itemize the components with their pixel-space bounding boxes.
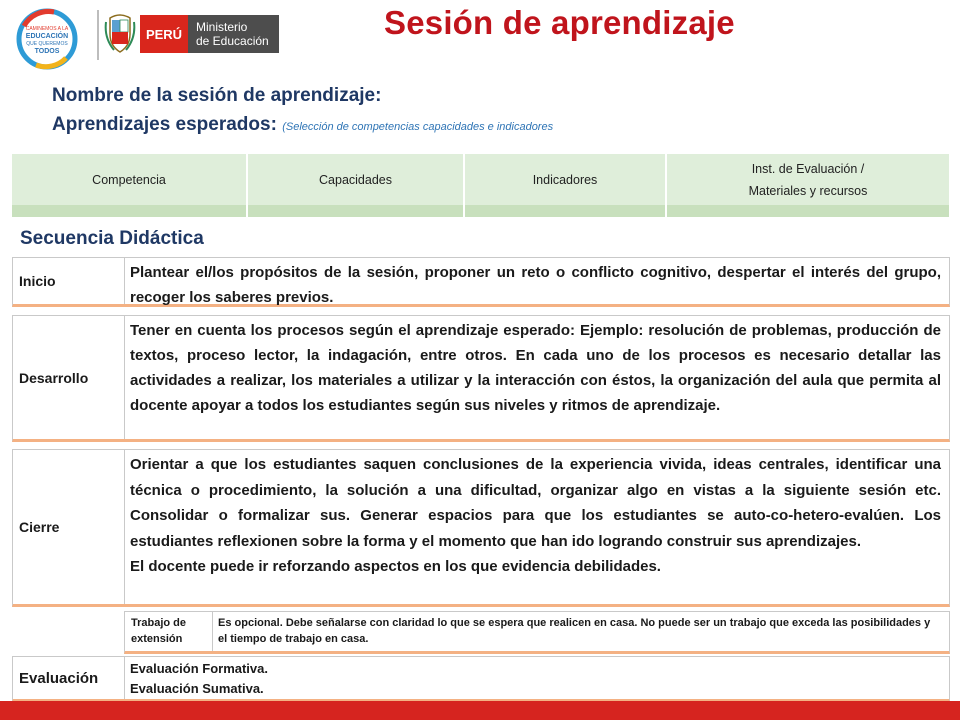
header-evaluacion-line-2: Materiales y recursos (748, 183, 868, 198)
logo-line-2: EDUCACIÓN (25, 33, 69, 40)
cierre-label: Cierre (13, 450, 125, 604)
header-capacidades: Capacidades (247, 154, 464, 205)
sequence-evaluacion (12, 656, 950, 702)
sequence-extension (124, 611, 950, 654)
extension-text: Es opcional. Debe señalarse con claridad lo que se espera que realicen en casa. No puede ser un trabajo que exceda las posibilidades y el tiempo de trabajo en casa. (218, 617, 931, 645)
cierre-text: Orientar a que los estudiantes saquen conclusiones de la experiencia vivida, ideas centrales, identificar una técnica o procedimiento, la solución a una dificultad, organizar algo en vistas a la siguiente sesión etc. Consolidar o formalizar sus. Generar espacios para que los estudiantes se auto-co-hetero-evalúen. Los estudiantes reflexionen sobre la forma y el momento que han ido logrando construir sus aprendizajes. (130, 456, 941, 550)
competence-table-row (12, 205, 950, 217)
inicio-text: Plantear el/los propósitos de la sesión, proponer un reto o conflicto cognitivo, despertar el interés del grupo, recoger los saberes previos. (130, 264, 941, 306)
page-title: Sesión de aprendizaje (384, 4, 735, 41)
cierre-text-2: El docente puede ir reforzando aspectos en los que evidencia debilidades. (130, 558, 661, 575)
header-indicadores: Indicadores (464, 154, 666, 205)
header-competencia: Competencia (12, 154, 247, 205)
sequence-title: Secuencia Didáctica (20, 228, 204, 249)
cierre-text-block (130, 452, 941, 580)
extension-label: Trabajo de extensión (125, 612, 213, 651)
national-shield-icon (104, 12, 136, 54)
header-divider (97, 10, 99, 60)
capacity-cell (247, 205, 464, 217)
evaluacion-line-1: Evaluación Formativa. (130, 661, 268, 676)
evaluacion-label: Evaluación (13, 657, 125, 699)
evaluation-cell (666, 205, 950, 217)
peru-label: PERÚ (140, 15, 188, 53)
session-name-label: Nombre de la sesión de aprendizaje: (52, 85, 382, 106)
competence-table-header (12, 154, 950, 205)
ministry-line-1: Ministerio (196, 20, 248, 34)
expected-learning-hint: (Selección de competencias capacidades e indicadores (282, 121, 554, 133)
desarrollo-text: Tener en cuenta los procesos según el aprendizaje esperado: Ejemplo: resolución de problemas, producción de textos, proceso lector, la indagación, entre otros. En cada uno de los procesos es necesario detallar las actividades a realizar, los materiales a utilizar y la interacción con éstos, la organización del aula que permita al docente apoyar a todos los estudiantes según sus niveles y ritmos de aprendizaje. (130, 322, 941, 414)
indicator-cell (464, 205, 666, 217)
evaluacion-line-2: Evaluación Sumativa. (130, 681, 264, 696)
ministry-line-2: de Educación (196, 34, 269, 48)
header-evaluacion-materiales (666, 154, 950, 205)
sequence-desarrollo (12, 315, 950, 442)
bottom-bar (0, 701, 960, 720)
logo-line-3: QUE QUEREMOS (26, 41, 68, 47)
inicio-label: Inicio (13, 258, 125, 304)
logo-line-1: CAMINEMOS A LA (25, 26, 69, 32)
sequence-inicio (12, 257, 950, 307)
competence-table (12, 154, 951, 217)
ministry-label (188, 15, 279, 53)
campaign-logo-icon (14, 8, 80, 70)
desarrollo-label: Desarrollo (13, 316, 125, 439)
evaluacion-text (130, 659, 941, 699)
header-evaluacion-line-1: Inst. de Evaluación / (751, 161, 865, 176)
logo-line-4: TODOS (34, 48, 60, 55)
expected-learning-label: Aprendizajes esperados: (52, 114, 277, 135)
sequence-cierre (12, 449, 950, 607)
expected-learning-line (52, 114, 553, 136)
competence-cell (12, 205, 247, 217)
